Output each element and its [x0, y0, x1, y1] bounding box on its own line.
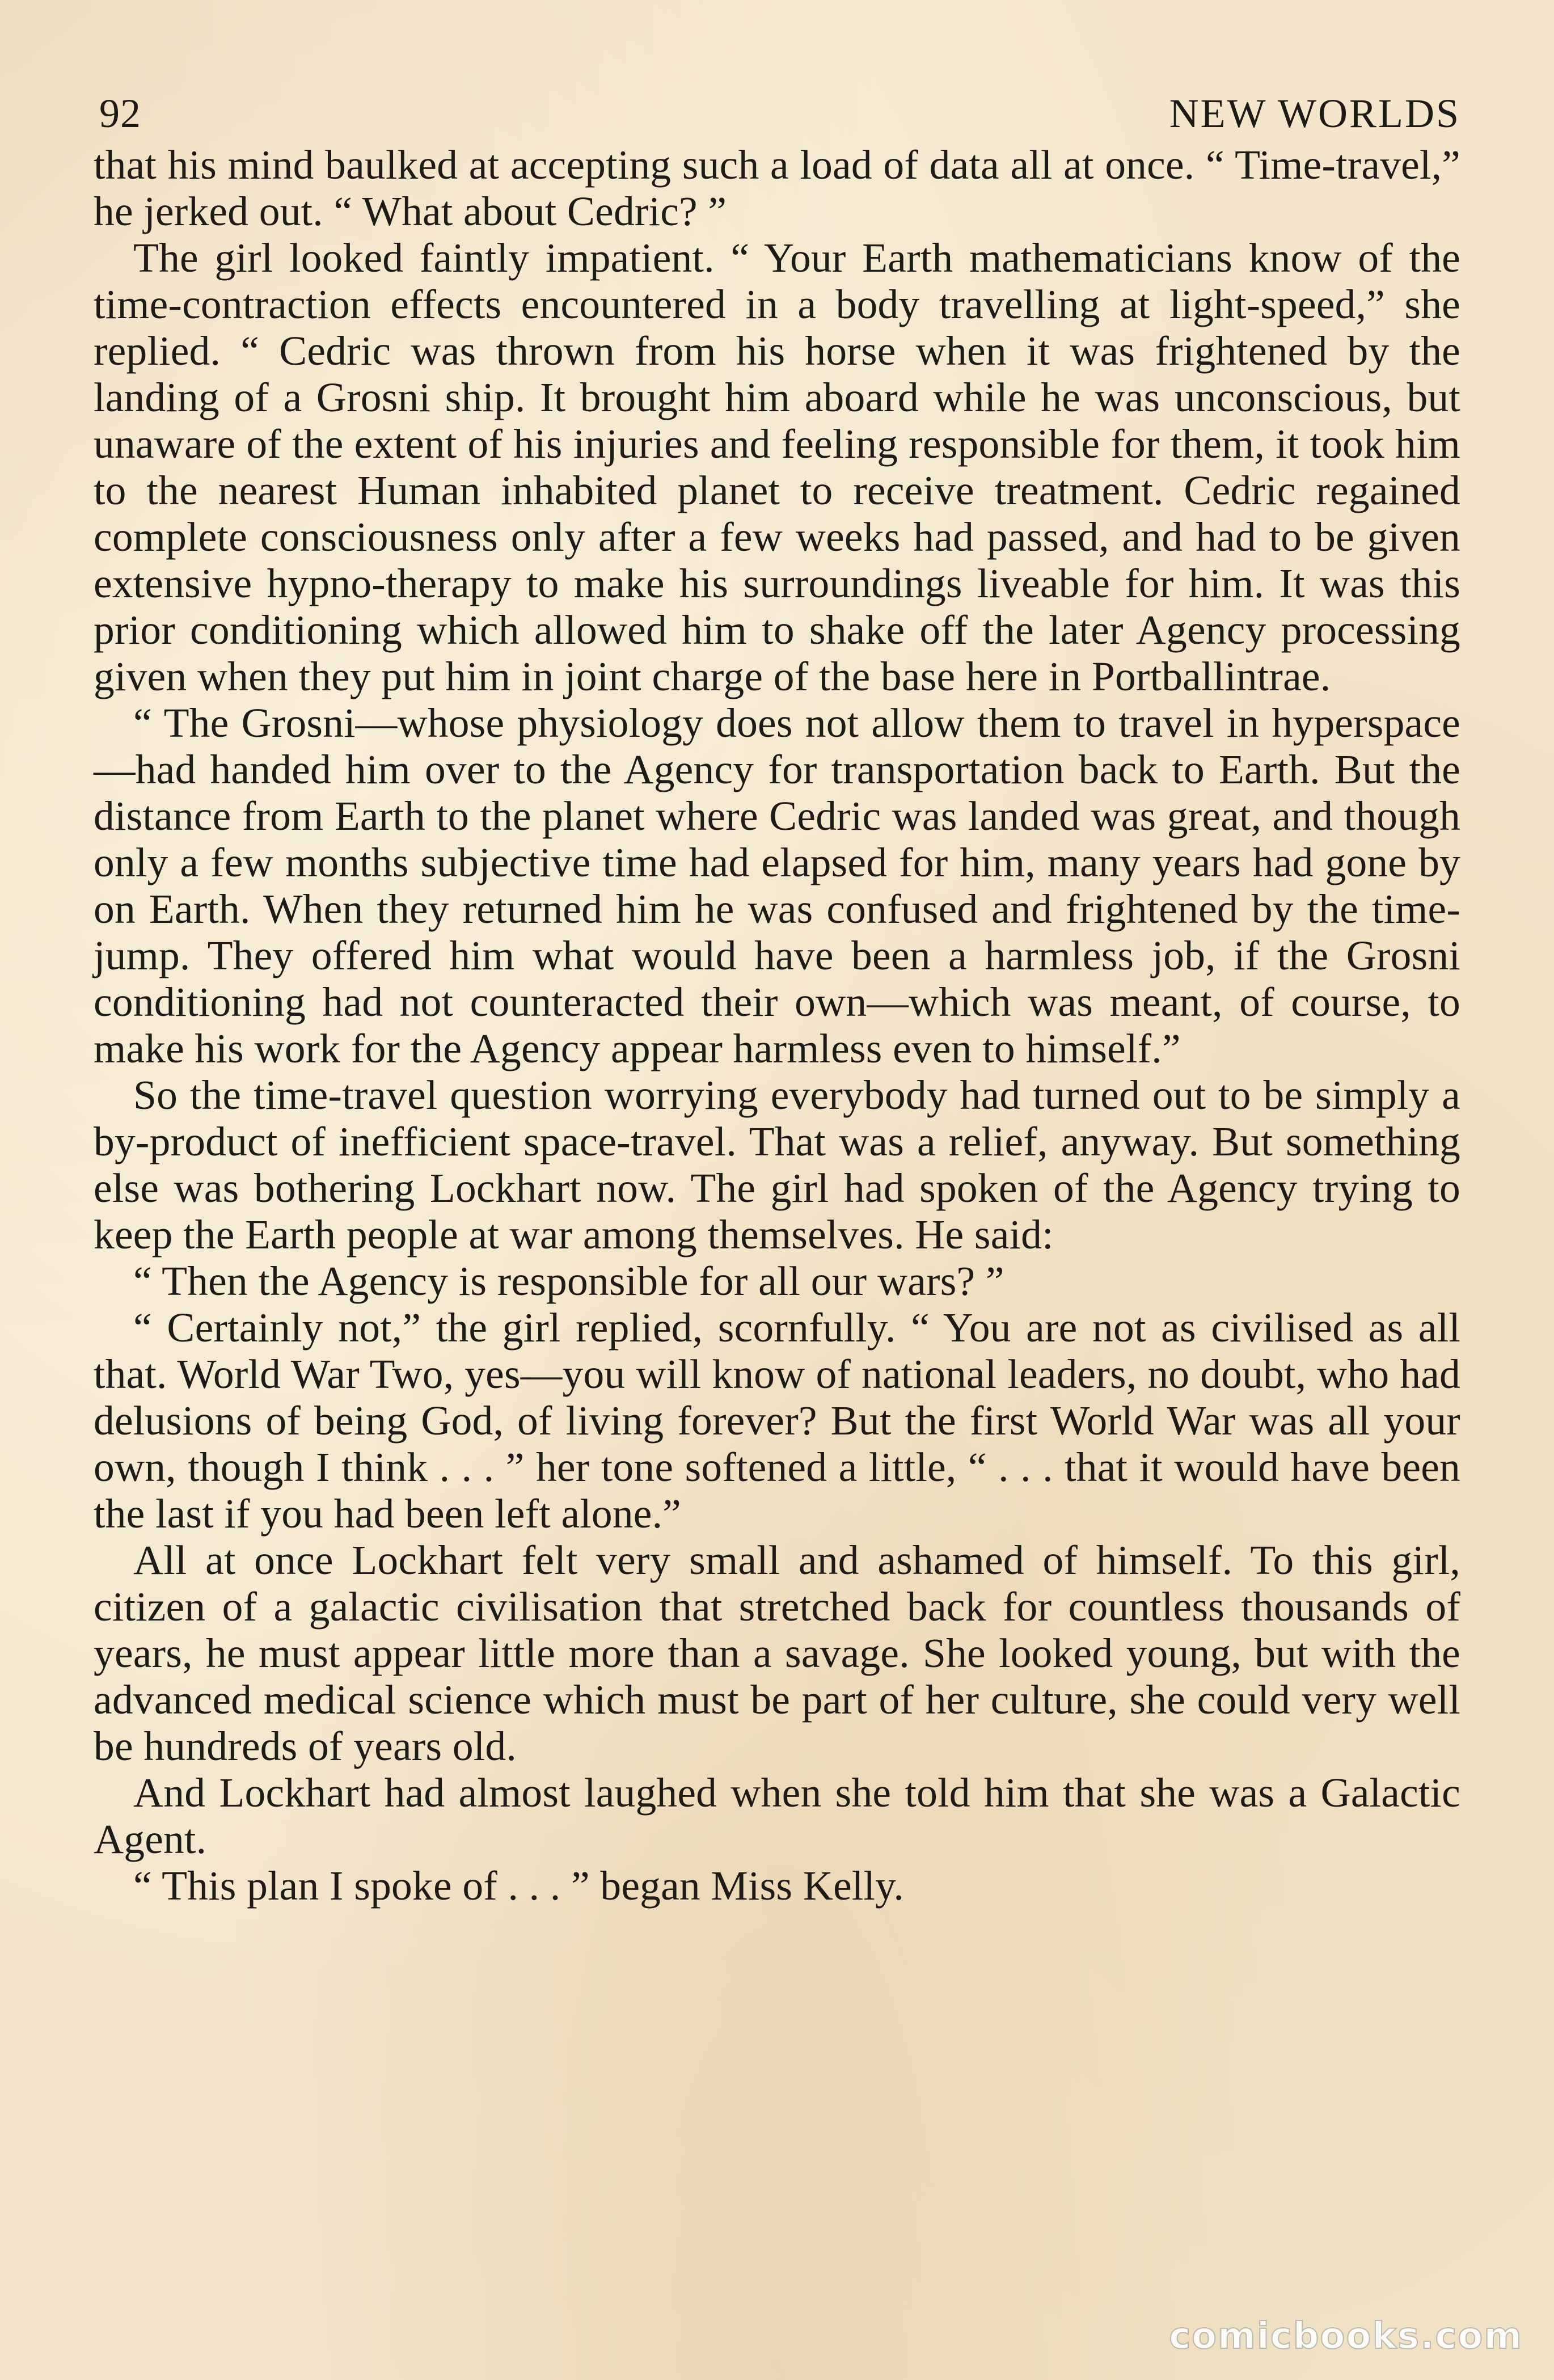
- running-head: [94, 85, 1460, 142]
- paragraph: “ The Grosni—whose physiology does not allow them to travel in hyperspace—had handed him over to the Agency for transportation back to Earth. But the distance from Earth to the planet where Cedric was landed was great, and though only a few months subjective time had elapsed for him, many years had gone by on Earth. When they returned him he was confused and frightened by the time-jump. They offered him what would have been a harmless job, if the Grosni conditioning had not counteracted their own—which was meant, of course, to make his work for the Agency appear harmless even to himself.”: [94, 700, 1460, 1071]
- paragraph: The girl looked faintly impatient. “ Your Earth mathematicians know of the time-contraction effects encountered in a body travelling at light-speed,” she replied. “ Cedric was thrown from his horse when it was frightened by the landing of a Grosni ship. It brought him aboard while he was unconscious, but unaware of the extent of his injuries and feeling responsible for them, it took him to the nearest Human inhabited planet to receive treatment. Cedric regained complete consciousness only after a few weeks had passed, and had to be given extensive hypno-therapy to make his surroundings liveable for him. It was this prior conditioning which allowed him to shake off the later Agency processing given when they put him in joint charge of the base here in Portballintrae.: [94, 235, 1460, 699]
- body-text: [94, 142, 1460, 1909]
- paragraph: And Lockhart had almost laughed when she told him that she was a Galactic Agent.: [94, 1770, 1460, 1862]
- paragraph: So the time-travel question worrying everybody had turned out to be simply a by-product of inefficient space-travel. That was a relief, anyway. But something else was bothering Lockhart now. The girl had spoken of the Agency trying to keep the Earth people at war among themselves. He said:: [94, 1072, 1460, 1257]
- paragraph-continued: that his mind baulked at accepting such a load of data all at once. “ Time-travel,” he jerked out. “ What about Cedric? ”: [94, 142, 1460, 234]
- paragraph: “ Certainly not,” the girl replied, scornfully. “ You are not as civilised as all that. World War Two, yes—you will know of national leaders, no doubt, who had delusions of being God, of living forever? But the first World War was all your own, though I think . . . ” her tone softened a little, “ . . . that it would have been the last if you had been left alone.”: [94, 1305, 1460, 1537]
- watermark: comicbooks.com: [1169, 2315, 1523, 2357]
- paragraph: All at once Lockhart felt very small and ashamed of himself. To this girl, citizen of a galactic civilisation that stretched back for countless thousands of years, he must appear little more than a savage. She looked young, but with the advanced medical science which must be part of her culture, she could very well be hundreds of years old.: [94, 1537, 1460, 1769]
- paragraph: “ This plan I spoke of . . . ” began Miss Kelly.: [133, 1863, 904, 1909]
- paragraph: “ Then the Agency is responsible for all our wars? ”: [133, 1258, 1004, 1304]
- book-page: [94, 85, 1460, 1909]
- page-number: 92: [99, 91, 141, 136]
- journal-title: NEW WORLDS: [1169, 91, 1460, 136]
